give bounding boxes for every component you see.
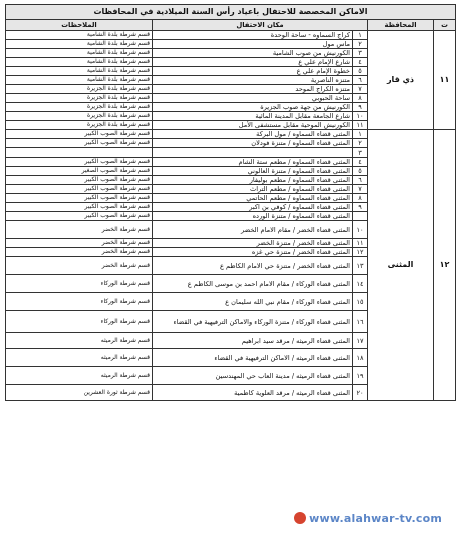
celebration-place: المثنى قضاء الوركاء / متنزة الوركاء والاماكن الترفيهية في القضاء [153,311,353,333]
celebration-place: المثنى قضاء الرميثه / مرقد العلوية كاظمية [153,385,353,401]
celebration-place: كراج السماوه - ساحة الوحدة [153,31,353,40]
governorate-name: ذي قار [368,31,434,130]
row-number: ٩ [353,103,368,112]
police-station-note: قسم شرطة بلدة الشامية [5,31,152,40]
row-number: ٦ [353,176,368,185]
celebration-place: المثنى قضاء الخضر / متنزة حي الامام الكاظم ع [153,257,353,275]
police-station-note: قسم شرطة الصوب الكبير [5,130,152,139]
row-number: ٢ [353,40,368,49]
row-number: ١١ [353,121,368,130]
row-number: ٢ [353,139,368,148]
row-number: ٣ [353,49,368,58]
row-number: ١٣ [353,257,368,275]
celebration-place: ساحة الحبوبي [153,94,353,103]
celebration-place: المثنى قضاء السماوه / مطعم بوليفار [153,176,353,185]
row-number: ١١ [353,239,368,248]
police-station-note: قسم شرطة الصوب الكبير [5,194,152,203]
row-number: ١٢ [353,248,368,257]
celebration-place: متنزه الكراج الموحد [153,85,353,94]
row-number: ٧ [353,85,368,94]
header-governorate: المحافظة [368,20,434,31]
row-number: ١٩ [353,367,368,385]
police-station-note: قسم شرطة بلدة الجزيرة [5,85,152,94]
celebration-places-table [5,4,456,401]
celebration-place: المثنى قضاء السماوه / مطعم ستة الشام [153,158,353,167]
police-station-note: قسم شرطة الرميثه [5,349,152,367]
celebration-place [153,148,353,158]
site-watermark [294,512,442,525]
row-number: ١٤ [353,275,368,293]
header-seq: ت [434,20,456,31]
celebration-place: المثنى قضاء الخضر / متنزة حي غزه [153,248,353,257]
row-number: ١٨ [353,349,368,367]
police-station-note: قسم شرطة الصوب الكبير [5,203,152,212]
row-number: ٨ [353,94,368,103]
table-title-row [5,5,455,20]
police-station-note: قسم شرطة بلدة الجزيرة [5,103,152,112]
celebration-place: المثنى قضاء السماوه / مطعم التراث [153,185,353,194]
police-station-note: قسم شرطة بلدة الشامية [5,76,152,85]
table-header-row [5,20,455,31]
police-station-note: قسم شرطة الخضر [5,221,152,239]
police-station-note: قسم شرطة الخضر [5,248,152,257]
police-station-note: قسم شرطة بلدة الشامية [5,67,152,76]
police-station-note: قسم شرطة الصوب الصغير [5,167,152,176]
table-row [5,130,455,139]
governorate-name: المثنى [368,130,434,401]
row-number: ٤ [353,58,368,67]
celebration-place: الكورنيش من جهة صوب الجزيرة [153,103,353,112]
celebration-place: المثنى قضاء الرميثه / مرقد سيد ابراهيم [153,333,353,349]
row-number: ١ [353,130,368,139]
row-number: ١ [353,31,368,40]
watermark-text: www.alahwar-tv.com [309,512,442,525]
police-station-note: قسم شرطة بلدة الجزيرة [5,112,152,121]
police-station-note: قسم شرطة الوركاء [5,311,152,333]
police-station-note: قسم شرطة بلدة الشامية [5,49,152,58]
celebration-place: المثنى قضاء السماوه / مطعم الحاتمي [153,194,353,203]
police-station-note: قسم شرطة الصوب الكبير [5,185,152,194]
police-station-note: قسم شرطة الصوب الكبير [5,176,152,185]
row-number: ٤ [353,158,368,167]
row-number: ١٦ [353,311,368,333]
row-number: ٢٠ [353,385,368,401]
row-number: ٨ [353,194,368,203]
row-number: ١٠ [353,112,368,121]
police-station-note: قسم شرطة بلدة الشامية [5,58,152,67]
celebration-place: شارع الإمام علي ع [153,58,353,67]
celebration-place: الكورنيش الموحية مقابل مستشفى الأمل [153,121,353,130]
channel-logo-icon [294,512,306,524]
police-station-note: قسم شرطة الصوب الكبير [5,212,152,221]
police-station-note: قسم شرطة الوركاء [5,293,152,311]
celebration-place: المثنى قضاء السماوه / كوفي بن اكبر [153,203,353,212]
celebration-place: المثنى قضاء السماوه / مول البركة [153,130,353,139]
celebration-place: المثنى قضاء الوركاء / مقام الامام احمد بن موسى الكاظم ع [153,275,353,293]
row-number: ١٠ [353,221,368,239]
table-row [5,31,455,40]
police-station-note: قسم شرطة بلدة الجزيرة [5,94,152,103]
celebration-place: ماس مول [153,40,353,49]
header-place: مكان الاحتفال [153,20,368,31]
celebration-place: المثنى قضاء الخضر / مقام الامام الخضر [153,221,353,239]
police-station-note: قسم شرطة الخضر [5,239,152,248]
police-station-note: قسم شرطة بلدة الشامية [5,40,152,49]
row-number: ٧ [353,185,368,194]
row-number: ٥ [353,167,368,176]
police-station-note [5,148,152,158]
row-number: ٩ [353,203,368,212]
governorate-number: ١١ [434,31,456,130]
police-station-note: قسم شرطة بلدة الجزيرة [5,121,152,130]
celebration-place: المثنى قضاء السماوه / متنزة فودلان [153,139,353,148]
celebration-place: شارع الجامعة مقابل المدينة المائية [153,112,353,121]
row-number: ٣ [353,148,368,158]
police-station-note: قسم شرطة الخضر [5,257,152,275]
celebration-place: المثنى قضاء السماوه / متنزة الورده [153,212,353,221]
row-number [353,212,368,221]
police-station-note: قسم شرطة الرميثه [5,333,152,349]
celebration-place: خطوة الإمام علي ع [153,67,353,76]
row-number: ١٥ [353,293,368,311]
row-number: ٦ [353,76,368,85]
celebration-place: المثنى قضاء الرميثه / مدينة العاب حي المهندسين [153,367,353,385]
header-notes: الملاحظات [5,20,152,31]
celebration-place: المثنى قضاء الخضر / متنزة الخضر [153,239,353,248]
celebration-place: الكورنيش من صوب الشامية [153,49,353,58]
police-station-note: قسم شرطة الصوب الكبير [5,139,152,148]
table-title: الاماكن المخصصة للاحتفال باعياد رأس السنة الميلادية في المحافظات [5,5,455,20]
celebration-place: المثنى قضاء الوركاء / مقام نبي الله سليمان ع [153,293,353,311]
governorate-number: ١٢ [434,130,456,401]
police-station-note: قسم شرطة ثورة العشرين [5,385,152,401]
celebration-place: المثنى قضاء السماوه / متنزة العالوني [153,167,353,176]
police-station-note: قسم شرطة الرميثه [5,367,152,385]
celebration-place: المثنى قضاء الرميثه / الاماكن الترفيهية في القضاء [153,349,353,367]
row-number: ١٧ [353,333,368,349]
document-page [6,4,456,537]
police-station-note: قسم شرطة الصوب الكبير [5,158,152,167]
police-station-note: قسم شرطة الوركاء [5,275,152,293]
row-number: ٥ [353,67,368,76]
celebration-place: متنزه الناصرية [153,76,353,85]
